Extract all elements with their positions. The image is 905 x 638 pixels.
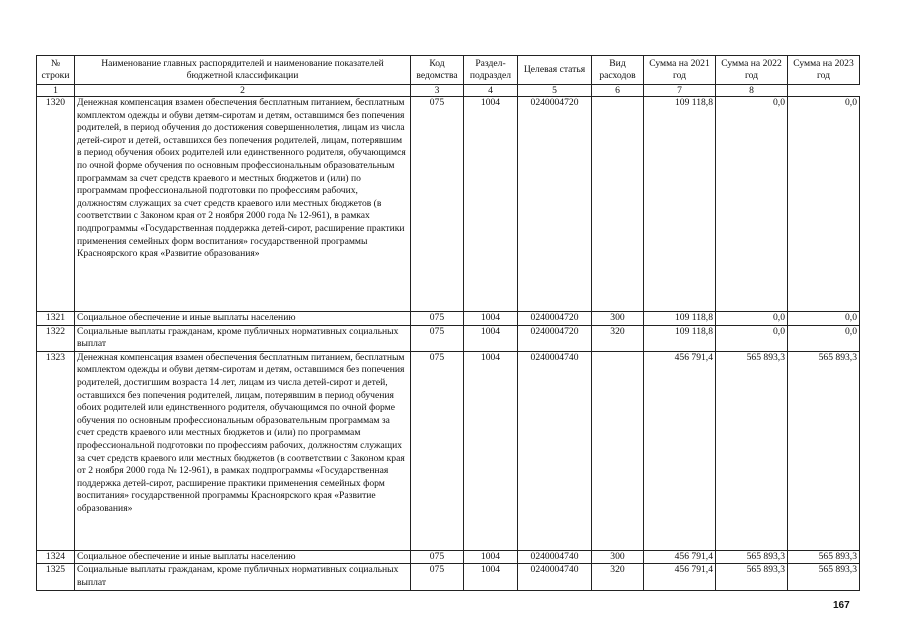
column-numbers-row xyxy=(37,85,860,97)
column-number: 7 xyxy=(644,85,716,97)
row-section: 1004 xyxy=(464,351,518,550)
row-sum-2023: 0,0 xyxy=(788,312,860,326)
row-sum-2021: 456 791,4 xyxy=(644,564,716,590)
row-code: 075 xyxy=(411,312,464,326)
header-name: Наименование главных распорядителей и наименование показателей бюджетной классификации xyxy=(75,56,411,85)
row-section: 1004 xyxy=(464,312,518,326)
row-target: 0240004720 xyxy=(518,325,592,351)
row-name: Денежная компенсация взамен обеспечения бесплатным питанием, бесплатным комплектом одежды и обуви детям-сиротам и детям, оставшимся без попечения родителей, в период обучения до достижения совершеннолетия, лицам из числа детей-сирот и детей, оставшихся без попечения родителей, лицам, потерявшим в период обучения обоих родителей или единственного родителя, обучающимся по очной форме обучения по основным профессиональным образовательным программам за счет средств краевого и местных бюджетов и (или) по программам профессиональной подготовки по профессиям рабочих, должностям служащих за счет средств краевого или местных бюджетов (в соответствии с Законом края от 2 ноября 2000 года № 12-961), в рамках подпрограммы «Государственная поддержка детей-сирот, расширение практики применения семейных форм воспитания» государственной программы Красноярского края «Развитие образования» xyxy=(75,97,411,312)
row-code: 075 xyxy=(411,550,464,564)
row-number: 1325 xyxy=(37,564,75,590)
row-code: 075 xyxy=(411,351,464,550)
row-name: Социальное обеспечение и иные выплаты населению xyxy=(75,312,411,326)
row-target: 0240004720 xyxy=(518,97,592,312)
row-section: 1004 xyxy=(464,564,518,590)
row-sum-2021: 109 118,8 xyxy=(644,97,716,312)
row-sum-2021: 109 118,8 xyxy=(644,312,716,326)
row-sum-2023: 565 893,3 xyxy=(788,550,860,564)
header-sum-2021: Сумма на 2021 год xyxy=(644,56,716,85)
table-row xyxy=(37,351,860,550)
table-row xyxy=(37,550,860,564)
row-section: 1004 xyxy=(464,97,518,312)
row-target: 0240004720 xyxy=(518,312,592,326)
row-sum-2021: 109 118,8 xyxy=(644,325,716,351)
row-target: 0240004740 xyxy=(518,351,592,550)
row-sum-2022: 0,0 xyxy=(716,97,788,312)
row-sum-2022: 0,0 xyxy=(716,325,788,351)
table-row xyxy=(37,97,860,312)
row-number: 1322 xyxy=(37,325,75,351)
row-name: Денежная компенсация взамен обеспечения бесплатным питанием, бесплатным комплектом одежды и обуви детям-сиротам и детям, оставшимся без попечения родителей, достигшим возраста 14 лет, лицам из числа детей-сирот и детей, оставшихся без попечения родителей, лицам, потерявшим в период обучения обоих родителей или единственного родителя, обучающимся по очной форме обучения по основным профессиональным образовательным программам за счет средств краевого или местных бюджетов и (или) по программам профессиональной подготовки по профессиям рабочих, должностям служащих за счет средств краевого или местных бюджетов (в соответствии с Законом края от 2 ноября 2000 года № 12-961), в рамках подпрограммы «Государственная поддержка детей-сирот, расширение практики применения семейных форм воспитания» государственной программы Красноярского края «Развитие образования» xyxy=(75,351,411,550)
budget-table xyxy=(36,55,860,591)
row-sum-2022: 0,0 xyxy=(716,312,788,326)
row-exp-type: 320 xyxy=(592,325,644,351)
table-row xyxy=(37,312,860,326)
row-sum-2023: 565 893,3 xyxy=(788,564,860,590)
header-row-no: № строки xyxy=(37,56,75,85)
row-name: Социальные выплаты гражданам, кроме публичных нормативных социальных выплат xyxy=(75,564,411,590)
row-section: 1004 xyxy=(464,325,518,351)
column-number: 6 xyxy=(592,85,644,97)
row-sum-2021: 456 791,4 xyxy=(644,550,716,564)
row-number: 1320 xyxy=(37,97,75,312)
header-target: Целевая статья xyxy=(518,56,592,85)
header-code: Код ведомства xyxy=(411,56,464,85)
row-exp-type xyxy=(592,351,644,550)
header-sum-2023: Сумма на 2023 год xyxy=(788,56,860,85)
row-exp-type: 320 xyxy=(592,564,644,590)
row-target: 0240004740 xyxy=(518,564,592,590)
row-sum-2022: 565 893,3 xyxy=(716,351,788,550)
row-sum-2022: 565 893,3 xyxy=(716,564,788,590)
table-row xyxy=(37,564,860,590)
column-number: 5 xyxy=(518,85,592,97)
column-number: 2 xyxy=(75,85,411,97)
column-number: 4 xyxy=(464,85,518,97)
row-exp-type: 300 xyxy=(592,550,644,564)
row-sum-2023: 0,0 xyxy=(788,325,860,351)
row-sum-2023: 565 893,3 xyxy=(788,351,860,550)
header-sum-2022: Сумма на 2022 год xyxy=(716,56,788,85)
row-code: 075 xyxy=(411,97,464,312)
row-exp-type xyxy=(592,97,644,312)
row-number: 1323 xyxy=(37,351,75,550)
table-header-row xyxy=(37,56,860,85)
column-number: 3 xyxy=(411,85,464,97)
row-section: 1004 xyxy=(464,550,518,564)
header-section: Раздел- подраздел xyxy=(464,56,518,85)
row-number: 1324 xyxy=(37,550,75,564)
row-sum-2022: 565 893,3 xyxy=(716,550,788,564)
table-row xyxy=(37,325,860,351)
row-sum-2021: 456 791,4 xyxy=(644,351,716,550)
row-code: 075 xyxy=(411,564,464,590)
row-number: 1321 xyxy=(37,312,75,326)
column-number: 8 xyxy=(716,85,788,97)
row-code: 075 xyxy=(411,325,464,351)
row-target: 0240004740 xyxy=(518,550,592,564)
header-exp-type: Вид расходов xyxy=(592,56,644,85)
row-name: Социальное обеспечение и иные выплаты населению xyxy=(75,550,411,564)
row-name: Социальные выплаты гражданам, кроме публичных нормативных социальных выплат xyxy=(75,325,411,351)
column-number: 1 xyxy=(37,85,75,97)
row-exp-type: 300 xyxy=(592,312,644,326)
row-sum-2023: 0,0 xyxy=(788,97,860,312)
page-number: 167 xyxy=(833,600,850,611)
